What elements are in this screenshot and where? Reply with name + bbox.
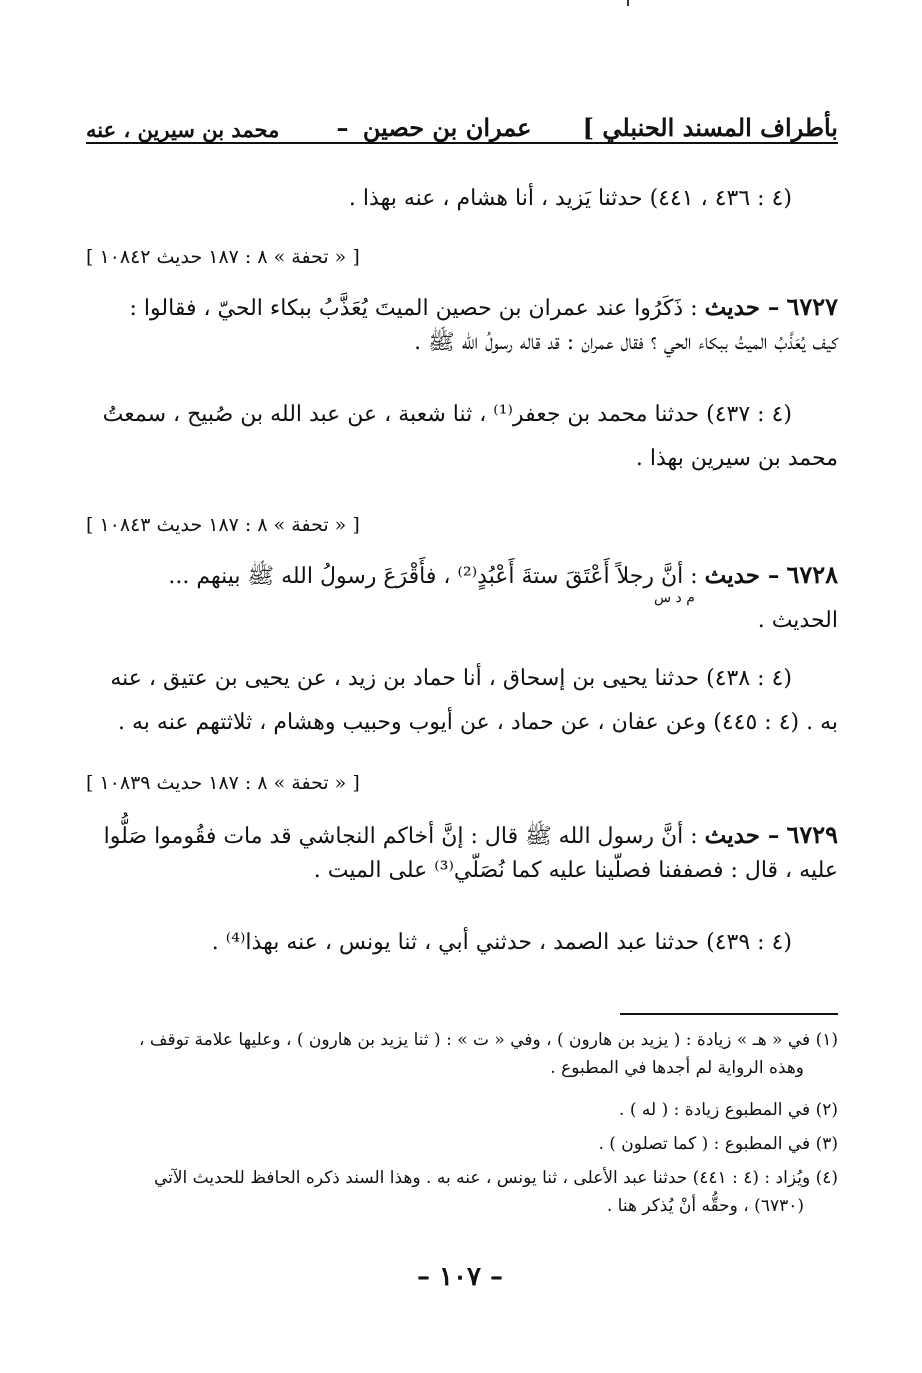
hadith-text: : أنَّ رجلاً أَعْتَقَ ستةَ أَعْبُدٍ⁽²⁾ ، فأَقْرَعَ رسولُ الله ﷺ بينهم ...	[168, 564, 698, 589]
hadith-text: : ذَكَرُوا عند عمران بن حصين الميتَ يُعَذَّبُ ببكاء الحيّ ، فقالوا :	[129, 296, 698, 321]
sigla-marker: م د س	[654, 590, 695, 606]
header-book-title: بأطراف المسند الحنبلي ]	[582, 113, 838, 142]
hadith-first-line	[86, 818, 838, 854]
hadith-text-line: الحديث .	[757, 608, 838, 633]
footnote-3	[86, 1130, 838, 1158]
header-section-title	[331, 113, 532, 142]
isnad-line: محمد بن سيرين بهذا .	[635, 446, 838, 471]
footnote-1	[86, 1026, 838, 1082]
isnad-line: (٤ : ٤٣٧) حدثنا محمد بن جعفر⁽¹⁾ ، ثنا شعبة ، عن عبد الله بن صُبيح ، سمعتُ	[102, 402, 792, 427]
page-number: – ١٠٧ –	[416, 1262, 504, 1292]
footnote-line: (٢) في المطبوع زيادة : ( له ) .	[619, 1100, 838, 1120]
scan-mark	[627, 0, 629, 6]
isnad-block-6729	[86, 926, 838, 960]
isnad-line: به . (٤ : ٤٤٥) وعن عفان ، عن حماد ، عن أيوب وحبيب وهشام ، ثلاثتهم عنه به .	[118, 710, 838, 735]
tuhfa-reference: [ « تحفة » ٨ : ١٨٧ حديث ١٠٨٤٢ ]	[86, 246, 360, 268]
isnad-block-6727	[86, 398, 838, 476]
hadith-first-line	[86, 290, 838, 326]
hadith-text-line: عليه ، قال : فصففنا فصلّينا عليه كما نُصَلّي⁽³⁾ على الميت .	[313, 858, 838, 883]
tuhfa-ref-3	[86, 766, 838, 800]
footnote-line: (١) في « هـ » زيادة : ( يزيد بن هارون ) ، وفي « ت » : ( ثنا يزيد بن هارون ) ، وعليها علامة توقف ،	[138, 1030, 838, 1050]
hadith-label: – حديث	[704, 294, 780, 321]
hadith-number: ٦٧٢٩	[786, 820, 838, 849]
hadith-label: – حديث	[704, 822, 780, 849]
tuhfa-ref-2	[86, 508, 838, 542]
hadith-text-line: كيف يُعَذَّبُ الميتُ ببكاء الحي ؟ فقال عمران : قد قاله رسولُ الله ﷺ .	[414, 330, 838, 355]
hadith-label: – حديث	[704, 562, 780, 589]
hadith-number: ٦٧٢٧	[786, 292, 838, 321]
footnote-2	[86, 1096, 838, 1124]
footnote-4	[86, 1164, 838, 1220]
footnote-line: (٦٧٣٠) ، وحقُّه أنْ يُذكر هنا .	[606, 1196, 804, 1216]
tuhfa-reference: [ « تحفة » ٨ : ١٨٧ حديث ١٠٨٣٩ ]	[86, 772, 360, 794]
hadith-6727	[86, 290, 838, 360]
header-narrator-b: محمد بن سيرين ، عنه	[86, 117, 280, 142]
footnote-line: وهذه الرواية لم أجدها في المطبوع .	[550, 1058, 804, 1078]
hadith-6729	[86, 818, 838, 888]
isnad-line: (٤ : ٤٣٦ ، ٤٤١) حدثنا يَزيد ، أنا هشام ، عنه بهذا .	[348, 186, 792, 211]
footnote-line: (٤) ويُزاد : (٤ : ٤٤١) حدثنا عبد الأعلى ، ثنا يونس ، عنه به . وهذا السند ذكره الحافظ للحديث الآتي	[153, 1168, 838, 1188]
tuhfa-ref-1	[86, 240, 838, 274]
hadith-text: : أنَّ رسول الله ﷺ قال : إنَّ أخاكم النجاشي قد مات فقُوموا صَلُّوا	[103, 824, 698, 849]
header-separator: –	[336, 113, 349, 142]
header-narrator-a: عمران بن حصين	[362, 113, 532, 142]
running-header	[86, 102, 838, 144]
footnote-separator	[620, 1013, 838, 1015]
footnote-line: (٣) في المطبوع : ( كما تصلون ) .	[598, 1134, 838, 1154]
isnad-block-6728	[86, 662, 838, 740]
isnad-line: (٤ : ٤٣٨) حدثنا يحيى بن إسحاق ، أنا حماد بن زيد ، عن يحيى بن عتيق ، عنه	[110, 666, 792, 691]
hadith-6728	[86, 558, 838, 638]
hadith-first-line	[86, 558, 838, 594]
hadith-number: ٦٧٢٨	[786, 560, 838, 589]
isnad-line: (٤ : ٤٣٩) حدثنا عبد الصمد ، حدثني أبي ، ثنا يونس ، عنه بهذا⁽⁴⁾ .	[211, 930, 792, 955]
tuhfa-reference: [ « تحفة » ٨ : ١٨٧ حديث ١٠٨٤٣ ]	[86, 514, 360, 536]
isnad-block-6726	[86, 182, 838, 216]
